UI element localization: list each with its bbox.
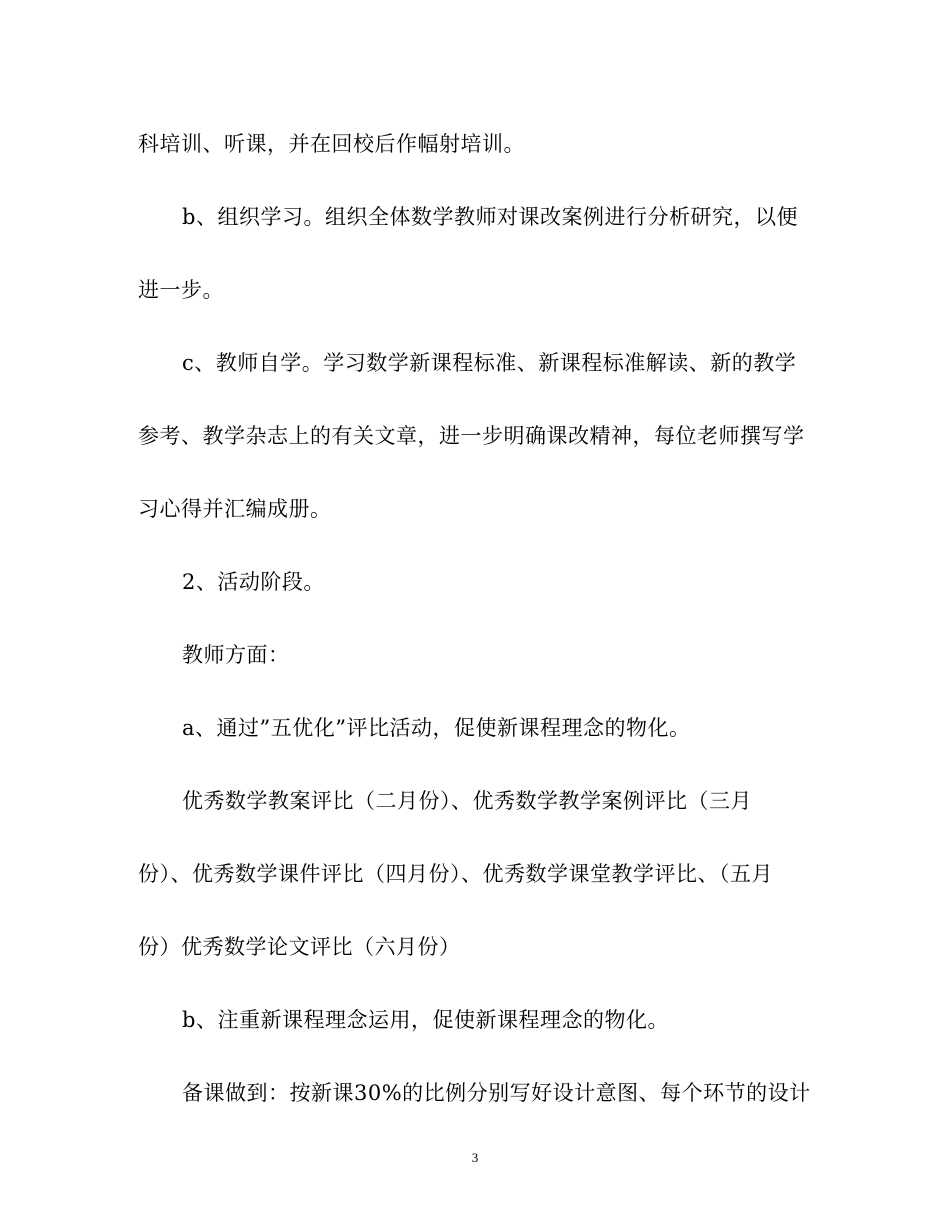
page-number: 3 <box>471 1150 479 1165</box>
paragraph-line: 进一步。 <box>138 278 224 302</box>
paragraph-line: 优秀数学教案评比（二月份）、优秀数学教学案例评比（三月 <box>182 789 752 813</box>
paragraph-line: b、注重新课程理念运用，促使新课程理念的物化。 <box>182 1008 669 1032</box>
paragraph-line: a、通过”五优化”评比活动，促使新课程理念的物化。 <box>182 716 691 740</box>
paragraph-line: c、教师自学。学习数学新课程标准、新课程标准解读、新的教学 <box>182 351 797 375</box>
paragraph-line: 份）、优秀数学课件评比（四月份）、优秀数学课堂教学评比、（五月 <box>138 862 773 886</box>
paragraph-line: b、组织学习。组织全体数学教师对课改案例进行分析研究，以便 <box>182 205 798 229</box>
section-heading: 2、活动阶段。 <box>182 570 325 594</box>
paragraph-line: 份）优秀数学论文评比（六月份） <box>138 935 461 959</box>
paragraph-line: 科培训、听课，并在回校后作幅射培训。 <box>138 132 525 156</box>
subheading: 教师方面： <box>182 643 290 667</box>
paragraph-line: 习心得并汇编成册。 <box>138 497 332 521</box>
paragraph-line: 备课做到：按新课30%的比例分别写好设计意图、每个环节的设计 <box>182 1081 811 1105</box>
paragraph-line: 参考、教学杂志上的有关文章，进一步明确课改精神，每位老师撰写学 <box>138 424 805 448</box>
